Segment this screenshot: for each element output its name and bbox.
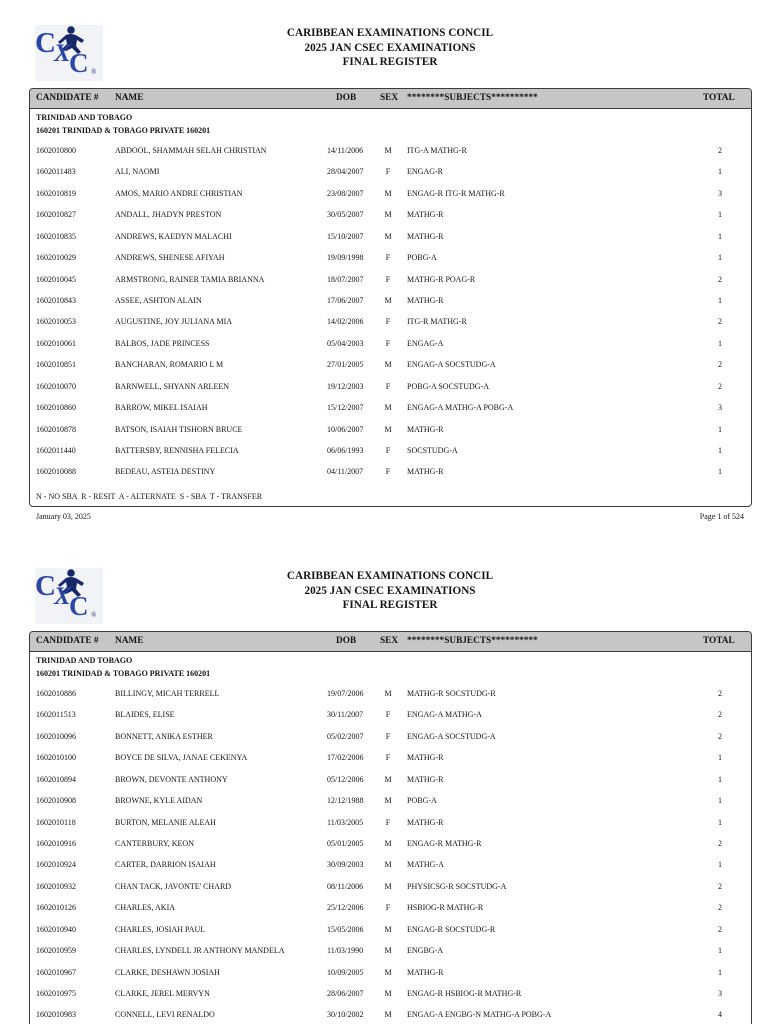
- candidate-number: 1602010118: [36, 817, 76, 827]
- sex-code: F: [385, 731, 391, 741]
- candidate-name: BOYCE DE SILVA, JANAE CEKENYA: [115, 753, 248, 763]
- table-row: [30, 338, 751, 350]
- table-row: [30, 445, 751, 457]
- candidate-name: BALBOS, JADE PRINCESS: [115, 338, 210, 348]
- subject-list: ENGBG-A: [407, 946, 443, 956]
- sex-code: M: [384, 946, 392, 956]
- subject-total: 1: [718, 467, 722, 477]
- subject-total: 3: [718, 403, 722, 413]
- table-row: [30, 424, 751, 436]
- sex-code: F: [385, 753, 391, 763]
- logo-letter-c: C: [69, 48, 89, 78]
- sex-code: M: [384, 881, 392, 891]
- register-table: [29, 631, 752, 1024]
- subject-list: ENGAG-A SOCSTUDG-A: [407, 360, 496, 370]
- table-body: [30, 89, 751, 506]
- subject-list: MATHG-A: [407, 860, 444, 870]
- date-of-birth: 14/02/2006: [327, 317, 364, 327]
- table-row: [30, 902, 751, 914]
- candidate-name: AUGUSTINE, JOY JULIANA MIA: [115, 317, 233, 327]
- candidate-name: BONNETT, ANIKA ESTHER: [115, 731, 213, 741]
- exam-session: 2025 JAN CSEC EXAMINATIONS: [304, 41, 476, 54]
- candidate-number: 1602010932: [36, 881, 76, 891]
- candidate-name: BROWN, DEVONTE ANTHONY: [115, 774, 228, 784]
- subject-list: MATHG-R: [407, 210, 444, 220]
- date-of-birth: 30/10/2002: [327, 1010, 364, 1020]
- candidate-name: CHARLES, AKIA: [115, 903, 176, 913]
- report-heading: [230, 569, 550, 613]
- date-of-birth: 08/11/2006: [327, 881, 364, 891]
- candidate-name: BATSON, ISAIAH TISHORN BRUCE: [115, 424, 243, 434]
- table-row: [30, 967, 751, 979]
- date-of-birth: 19/12/2003: [327, 381, 364, 391]
- subject-list: MATHG-R: [407, 774, 444, 784]
- subject-total: 2: [718, 710, 722, 720]
- table-row: [30, 231, 751, 243]
- subject-total: 1: [718, 424, 722, 434]
- candidate-name: BANCHARAN, ROMARIO L M: [115, 360, 224, 370]
- centre-heading: 160201 TRINIDAD & TOBAGO PRIVATE 160201: [36, 669, 211, 678]
- registered-mark: ®: [91, 68, 97, 76]
- date-of-birth: 18/07/2007: [327, 274, 364, 284]
- sex-code: M: [384, 689, 392, 698]
- subject-list: MATHG-R POAG-R: [407, 274, 476, 284]
- sex-code: F: [385, 381, 391, 391]
- sex-code: M: [384, 967, 392, 977]
- candidate-number: 1602010029: [36, 253, 76, 263]
- column-header-name: NAME: [115, 93, 144, 103]
- subject-total: 2: [718, 903, 722, 913]
- table-row: [30, 209, 751, 221]
- sex-code: F: [385, 167, 391, 177]
- candidate-number: 1602010819: [36, 188, 76, 198]
- column-header-dob: DOB: [336, 636, 357, 646]
- candidate-name: BATTERSBY, RENNISHA FELECIA: [115, 446, 239, 456]
- subject-total: 1: [718, 796, 722, 806]
- sex-code: M: [384, 989, 392, 999]
- date-of-birth: 05/04/2003: [327, 338, 364, 348]
- subject-list: ENGAG-R MATHG-R: [407, 839, 482, 848]
- subject-total: 2: [718, 881, 722, 891]
- subject-list: MATHG-R SOCSTUDG-R: [407, 689, 496, 698]
- exam-session: 2025 JAN CSEC EXAMINATIONS: [304, 584, 476, 597]
- candidate-number: 1602010851: [36, 360, 76, 370]
- subject-total: 1: [718, 210, 722, 220]
- candidate-name: ANDALL, JHADYN PRESTON: [115, 210, 222, 220]
- subject-total: 2: [718, 274, 722, 284]
- date-of-birth: 27/01/2005: [327, 360, 364, 370]
- date-of-birth: 25/12/2006: [327, 903, 364, 913]
- region-heading: TRINIDAD AND TOBAGO: [36, 113, 133, 122]
- register-table: [29, 88, 752, 507]
- sex-code: M: [384, 210, 392, 220]
- date-of-birth: 28/06/2007: [327, 989, 364, 999]
- region-heading: TRINIDAD AND TOBAGO: [36, 656, 133, 665]
- candidate-number: 1602010070: [36, 381, 76, 391]
- candidate-number: 1602010908: [36, 796, 76, 806]
- subject-total: 1: [718, 774, 722, 784]
- candidate-name: BURTON, MELANIE ALEAH: [115, 817, 216, 827]
- candidate-number: 1602010835: [36, 231, 76, 241]
- date-of-birth: 23/08/2007: [327, 188, 364, 198]
- subject-total: 1: [718, 253, 722, 263]
- candidate-number: 1602010126: [36, 903, 76, 913]
- subject-list: SOCSTUDG-A: [407, 446, 458, 456]
- subject-list: MATHG-R: [407, 467, 444, 477]
- date-of-birth: 30/11/2007: [327, 710, 364, 720]
- subject-total: 2: [718, 317, 722, 327]
- subject-list: PHYSICSG-R SOCSTUDG-A: [407, 881, 507, 891]
- candidate-number: 1602011440: [36, 446, 76, 456]
- column-header-name: NAME: [115, 636, 144, 646]
- subject-total: 3: [718, 188, 722, 198]
- candidate-name: CHAN TACK, JAVONTE' CHARD: [115, 881, 232, 891]
- subject-total: 2: [718, 689, 722, 698]
- candidate-name: CANTERBURY, KEON: [115, 839, 194, 848]
- report-heading: [230, 26, 550, 70]
- sex-code: M: [384, 424, 392, 434]
- subject-list: MATHG-R: [407, 231, 444, 241]
- sex-code: M: [384, 231, 392, 241]
- sex-code: F: [385, 446, 391, 456]
- candidate-number: 1602011483: [36, 167, 76, 177]
- candidate-number: 1602010878: [36, 424, 76, 434]
- candidate-name: ASSEE, ASHTON ALAIN: [115, 296, 202, 305]
- candidate-number: 1602010916: [36, 839, 76, 848]
- candidate-name: AMOS, MARIO ANDRE CHRISTIAN: [115, 188, 243, 198]
- subject-list: ENGAG-R HSBIOG-R MATHG-R: [407, 989, 522, 999]
- date-of-birth: 06/06/1993: [327, 446, 364, 456]
- sex-code: M: [384, 860, 392, 870]
- table-row: [30, 166, 751, 178]
- subject-total: 1: [718, 167, 722, 177]
- table-row: [30, 774, 751, 786]
- candidate-name: CLARKE, DESHAWN JOSIAH: [115, 967, 220, 977]
- sex-code: M: [384, 403, 392, 413]
- date-of-birth: 28/04/2007: [327, 167, 364, 177]
- date-of-birth: 30/05/2007: [327, 210, 364, 220]
- table-row: [30, 795, 751, 807]
- sex-code: F: [385, 817, 391, 827]
- table-row: [30, 295, 751, 307]
- subject-list: ENGAG-A SOCSTUDG-A: [407, 731, 496, 741]
- subject-total: 1: [718, 817, 722, 827]
- sex-code: M: [384, 796, 392, 806]
- subject-list: ENGAG-A MATHG-A POBG-A: [407, 403, 514, 413]
- logo-letter-c: C: [69, 591, 89, 621]
- table-row: [30, 145, 751, 157]
- candidate-name: CHARLES, LYNDELL JR ANTHONY MANDELA: [115, 946, 285, 956]
- subject-total: 2: [718, 146, 722, 155]
- candidate-number: 1602010894: [36, 774, 76, 784]
- candidate-number: 1602010959: [36, 946, 76, 956]
- table-row: [30, 252, 751, 264]
- subject-total: 1: [718, 946, 722, 956]
- sex-code: M: [384, 924, 392, 934]
- subject-total: 1: [718, 338, 722, 348]
- candidate-name: BROWNE, KYLE AIDAN: [115, 796, 203, 806]
- column-header-candidate: CANDIDATE #: [36, 93, 99, 103]
- candidate-name: ABDOOL, SHAMMAH SELAH CHRISTIAN: [115, 146, 267, 155]
- sex-code: F: [385, 274, 391, 284]
- subject-total: 1: [718, 967, 722, 977]
- sex-code: M: [384, 839, 392, 848]
- column-header-candidate: CANDIDATE #: [36, 636, 99, 646]
- candidate-name: ALI, NAOMI: [115, 167, 160, 177]
- subject-list: ITG-R MATHG-R: [407, 317, 467, 327]
- table-row: [30, 316, 751, 328]
- date-of-birth: 11/03/1990: [327, 946, 364, 956]
- date-of-birth: 15/12/2007: [327, 403, 364, 413]
- table-row: [30, 752, 751, 764]
- column-header-sex: SEX: [380, 636, 399, 646]
- subject-total: 1: [718, 860, 722, 870]
- subject-total: 1: [718, 296, 722, 305]
- logo-letter-x: X: [54, 583, 71, 610]
- table-row: [30, 188, 751, 200]
- candidate-number: 1602010100: [36, 753, 76, 763]
- table-row: [30, 945, 751, 957]
- column-header-dob: DOB: [336, 93, 357, 103]
- registered-mark: ®: [91, 611, 97, 619]
- table-row: [30, 709, 751, 721]
- subject-list: ENGAG-R SOCSTUDG-R: [407, 924, 496, 934]
- sex-code: M: [384, 774, 392, 784]
- logo-letter-x: X: [54, 40, 71, 67]
- table-row: [30, 274, 751, 286]
- table-row: [30, 817, 751, 829]
- table-row: [30, 731, 751, 743]
- subject-list: ENGAG-A ENGBG-N MATHG-A POBG-A: [407, 1010, 552, 1020]
- subject-list: MATHG-R: [407, 753, 444, 763]
- subject-total: 2: [718, 731, 722, 741]
- candidate-number: 1602010967: [36, 967, 76, 977]
- report-title: FINAL REGISTER: [342, 56, 438, 68]
- subject-list: POBG-A: [407, 253, 437, 263]
- cxc-logo: [35, 568, 103, 624]
- candidate-number: 1602010940: [36, 924, 76, 934]
- organization-name: CARIBBEAN EXAMINATIONS CONCIL: [286, 27, 494, 39]
- date-of-birth: 19/09/1998: [327, 253, 364, 263]
- table-row: [30, 881, 751, 893]
- candidate-name: BARROW, MIKEL ISAIAH: [115, 403, 208, 413]
- candidate-name: ANDREWS, KAEDYN MALACHI: [115, 231, 232, 241]
- subject-list: ENGAG-A MATHG-A: [407, 710, 482, 720]
- register-page-2: [0, 543, 768, 1024]
- subject-total: 2: [718, 839, 722, 848]
- column-header-subjects: ********SUBJECTS**********: [407, 93, 538, 103]
- logo-letter-c: C: [35, 570, 56, 602]
- date-of-birth: 05/01/2005: [327, 839, 364, 848]
- candidate-number: 1602010843: [36, 296, 76, 305]
- subject-list: MATHG-R: [407, 967, 444, 977]
- candidate-number: 1602011513: [36, 710, 76, 720]
- candidate-number: 1602010088: [36, 467, 76, 477]
- column-header-total: TOTAL: [703, 93, 735, 103]
- date-of-birth: 11/03/2005: [327, 817, 364, 827]
- subject-list: ENGAG-R ITG-R MATHG-R: [407, 188, 505, 198]
- candidate-number: 1602010096: [36, 731, 76, 741]
- table-row: [30, 359, 751, 371]
- sex-code: M: [384, 146, 392, 155]
- table-row: [30, 466, 751, 478]
- date-of-birth: 15/10/2007: [327, 231, 364, 241]
- candidate-number: 1602010924: [36, 860, 76, 870]
- date-of-birth: 15/05/2006: [327, 924, 364, 934]
- subject-list: MATHG-R: [407, 296, 444, 305]
- candidate-number: 1602010045: [36, 274, 76, 284]
- candidate-number: 1602010983: [36, 1010, 76, 1020]
- candidate-name: ARMSTRONG, RAINER TAMIA BRIANNA: [115, 274, 265, 284]
- sex-code: F: [385, 338, 391, 348]
- column-header-subjects: ********SUBJECTS**********: [407, 636, 538, 646]
- subject-list: MATHG-R: [407, 817, 444, 827]
- date-of-birth: 30/09/2003: [327, 860, 364, 870]
- sex-code: M: [384, 188, 392, 198]
- table-row: [30, 838, 751, 850]
- organization-name: CARIBBEAN EXAMINATIONS CONCIL: [286, 570, 494, 582]
- sex-code: F: [385, 253, 391, 263]
- cxc-logo: [35, 25, 103, 81]
- page-number: Page 1 of 524: [699, 512, 744, 521]
- sex-code: F: [385, 317, 391, 327]
- table-row: [30, 924, 751, 936]
- table-row: [30, 688, 751, 700]
- date-of-birth: 14/11/2006: [327, 146, 364, 155]
- date-of-birth: 12/12/1988: [327, 796, 364, 806]
- subject-list: HSBIOG-R MATHG-R: [407, 903, 484, 913]
- logo-letter-c: C: [35, 27, 56, 59]
- date-of-birth: 17/02/2006: [327, 753, 364, 763]
- report-title: FINAL REGISTER: [342, 599, 438, 611]
- footer-date: January 03, 2025: [36, 512, 91, 521]
- subject-total: 1: [718, 446, 722, 456]
- date-of-birth: 10/09/2005: [327, 967, 364, 977]
- candidate-number: 1602010975: [36, 989, 76, 999]
- code-legend: N - NO SBA R - RESIT A - ALTERNATE S - SBA T - TRANSFER: [36, 492, 263, 501]
- candidate-number: 1602010886: [36, 689, 76, 698]
- sex-code: M: [384, 360, 392, 370]
- subject-total: 3: [718, 989, 722, 999]
- table-row: [30, 859, 751, 871]
- column-header-total: TOTAL: [703, 636, 735, 646]
- candidate-name: BLAIDES, ELISE: [115, 710, 175, 720]
- sex-code: M: [384, 296, 392, 305]
- date-of-birth: 10/06/2007: [327, 424, 364, 434]
- candidate-number: 1602010860: [36, 403, 76, 413]
- table-body: [30, 632, 751, 1024]
- subject-list: ENGAG-A: [407, 338, 444, 348]
- subject-list: POBG-A: [407, 796, 437, 806]
- sex-code: F: [385, 467, 391, 477]
- subject-list: ENGAG-R: [407, 167, 443, 177]
- candidate-name: ANDREWS, SHENESE AFIYAH: [115, 253, 225, 263]
- candidate-name: BARNWELL, SHYANN ARLEEN: [115, 381, 229, 391]
- sex-code: F: [385, 903, 391, 913]
- table-row: [30, 381, 751, 393]
- candidate-name: BEDEAU, ASTEIA DESTINY: [115, 467, 216, 477]
- subject-list: ITG-A MATHG-R: [407, 146, 467, 155]
- date-of-birth: 04/11/2007: [327, 467, 364, 477]
- candidate-number: 1602010061: [36, 338, 76, 348]
- date-of-birth: 19/07/2006: [327, 689, 364, 698]
- candidate-name: CONNELL, LEVI RENALDO: [115, 1010, 215, 1020]
- candidate-name: BILLINGY, MICAH TERRELL: [115, 689, 220, 698]
- candidate-number: 1602010053: [36, 317, 76, 327]
- date-of-birth: 05/02/2007: [327, 731, 364, 741]
- subject-total: 1: [718, 753, 722, 763]
- subject-total: 4: [718, 1010, 722, 1020]
- subject-list: MATHG-R: [407, 424, 444, 434]
- table-row: [30, 1009, 751, 1021]
- candidate-name: CLARKE, JEREL MERVYN: [115, 989, 210, 999]
- subject-total: 2: [718, 360, 722, 370]
- centre-heading: 160201 TRINIDAD & TOBAGO PRIVATE 160201: [36, 126, 211, 135]
- subject-list: POBG-A SOCSTUDG-A: [407, 381, 490, 391]
- table-row: [30, 988, 751, 1000]
- candidate-number: 1602010827: [36, 210, 76, 220]
- candidate-name: CHARLES, JOSIAH PAUL: [115, 924, 206, 934]
- sex-code: F: [385, 710, 391, 720]
- column-header-sex: SEX: [380, 93, 399, 103]
- sex-code: M: [384, 1010, 392, 1020]
- subject-total: 1: [718, 231, 722, 241]
- subject-total: 2: [718, 381, 722, 391]
- table-row: [30, 402, 751, 414]
- candidate-name: CARTER, DARRION ISAIAH: [115, 860, 216, 870]
- date-of-birth: 05/12/2006: [327, 774, 364, 784]
- subject-total: 2: [718, 924, 722, 934]
- date-of-birth: 17/06/2007: [327, 296, 364, 305]
- candidate-number: 1602010800: [36, 146, 76, 155]
